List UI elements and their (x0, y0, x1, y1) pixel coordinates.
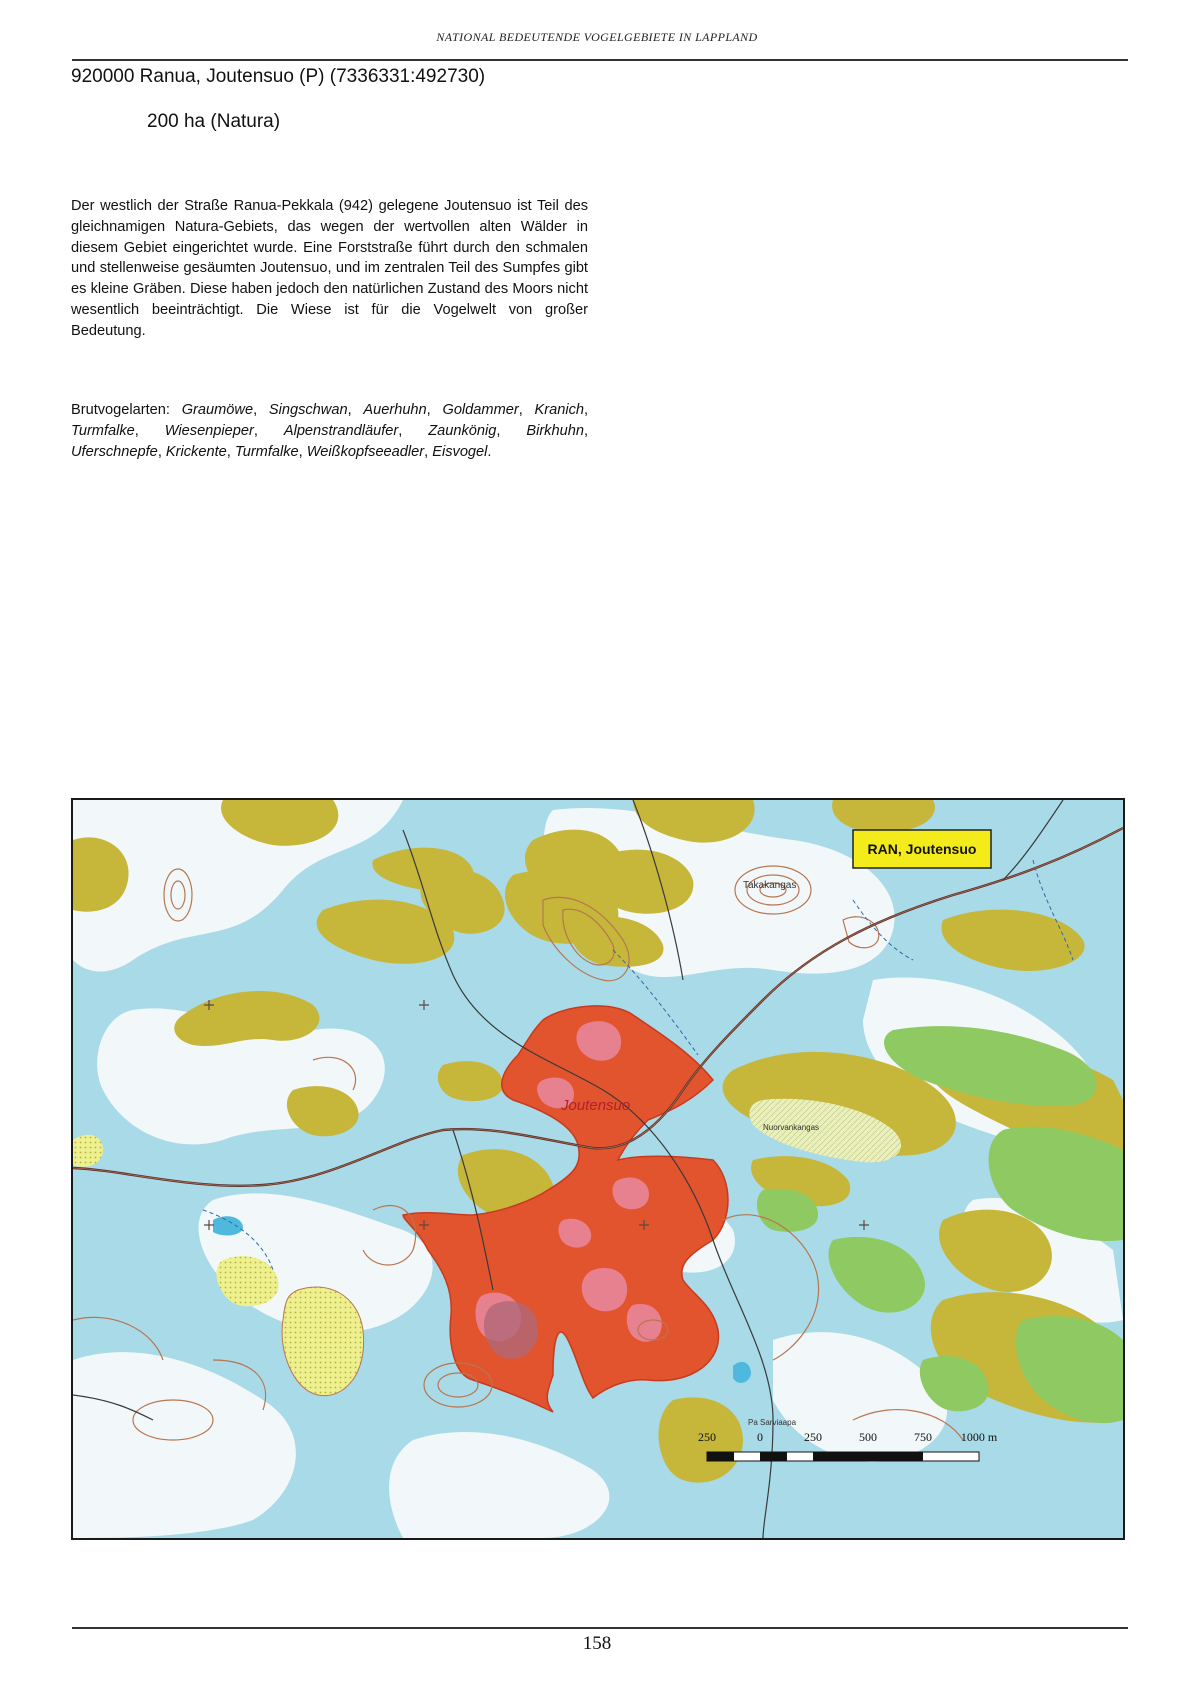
map-label-joutensuo: Joutensuo (561, 1097, 631, 1114)
species-name: Eisvogel (432, 443, 488, 460)
species-name: Wiesenpieper (164, 422, 254, 439)
footer-rule (72, 1627, 1128, 1629)
map-label-takakangas: Takakangas (743, 880, 797, 891)
site-map (71, 798, 1125, 1540)
breeding-birds-paragraph (71, 400, 588, 462)
species-name: Turmfalke (234, 443, 299, 460)
species-name: Singschwan (268, 402, 348, 418)
scale-label: 1000 m (960, 1430, 998, 1444)
species-name: Goldammer (442, 402, 519, 418)
species-name: Zaunkönig (428, 422, 497, 439)
species-name: Graumöwe (181, 402, 254, 418)
scale-label: 250 (698, 1430, 716, 1444)
map-title-badge-label: RAN, Joutensuo (867, 841, 977, 857)
running-header: NATIONAL BEDEUTENDE VOGELGEBIETE IN LAPPLAND (436, 30, 758, 44)
species-name: Kranich (534, 402, 584, 418)
scale-label: 0 (757, 1430, 763, 1444)
site-area: 200 ha (Natura) (147, 111, 281, 132)
species-name: Uferschnepfe (71, 443, 158, 460)
scale-label: 500 (859, 1430, 877, 1444)
header-rule (72, 59, 1128, 61)
page-number: 158 (582, 1633, 612, 1654)
breeding-birds-label: Brutvogelarten: (71, 402, 182, 418)
species-name: Krickente (165, 443, 227, 460)
map-canvas (73, 800, 1123, 1538)
site-description: Der westlich der Straße Ranua-Pekkala (942) gelegene Joutensuo ist Teil des gleichnamigen Natura-Gebiets, das wegen der wertvollen alten Wälder in diesem Gebiet eingerichtet wurde. Eine Forststraße führt durch den schmalen und stellenweise gesäumten Joutensuo, und im zentralen Teil des Sumpfes gibt es kleine Gräben. Diese haben jedoch den natürlichen Zustand des Moors nicht wesentlich beeinträchtigt. Die Wiese ist für die Vogelwelt von großer Bedeutung. (71, 198, 588, 339)
map-label-nuorvankangas: Nuorvankangas (763, 1123, 820, 1132)
species-list: Graumöwe, Singschwan, Auerhuhn, Goldammer, Kranich, Turmfalke, Wiesenpieper, Alpenstrandläufer, Zaunkönig, Birkhuhn, Uferschnepfe, Krickente, Turmfalke, Weißkopfseeadler, Eisvogel. (71, 402, 589, 460)
site-title: 920000 Ranua, Joutensuo (P) (7336331:492730) (71, 66, 486, 87)
species-name: Auerhuhn (363, 402, 427, 418)
species-name: Alpenstrandläufer (283, 422, 399, 439)
scale-label: 250 (804, 1430, 822, 1444)
species-name: Birkhuhn (526, 422, 584, 439)
species-name: Turmfalke (71, 422, 135, 439)
map-label-sarviaapa: Pa Sarviaapa (748, 1418, 797, 1427)
scale-label: 750 (914, 1430, 932, 1444)
species-name: Weißkopfseeadler (306, 443, 425, 460)
